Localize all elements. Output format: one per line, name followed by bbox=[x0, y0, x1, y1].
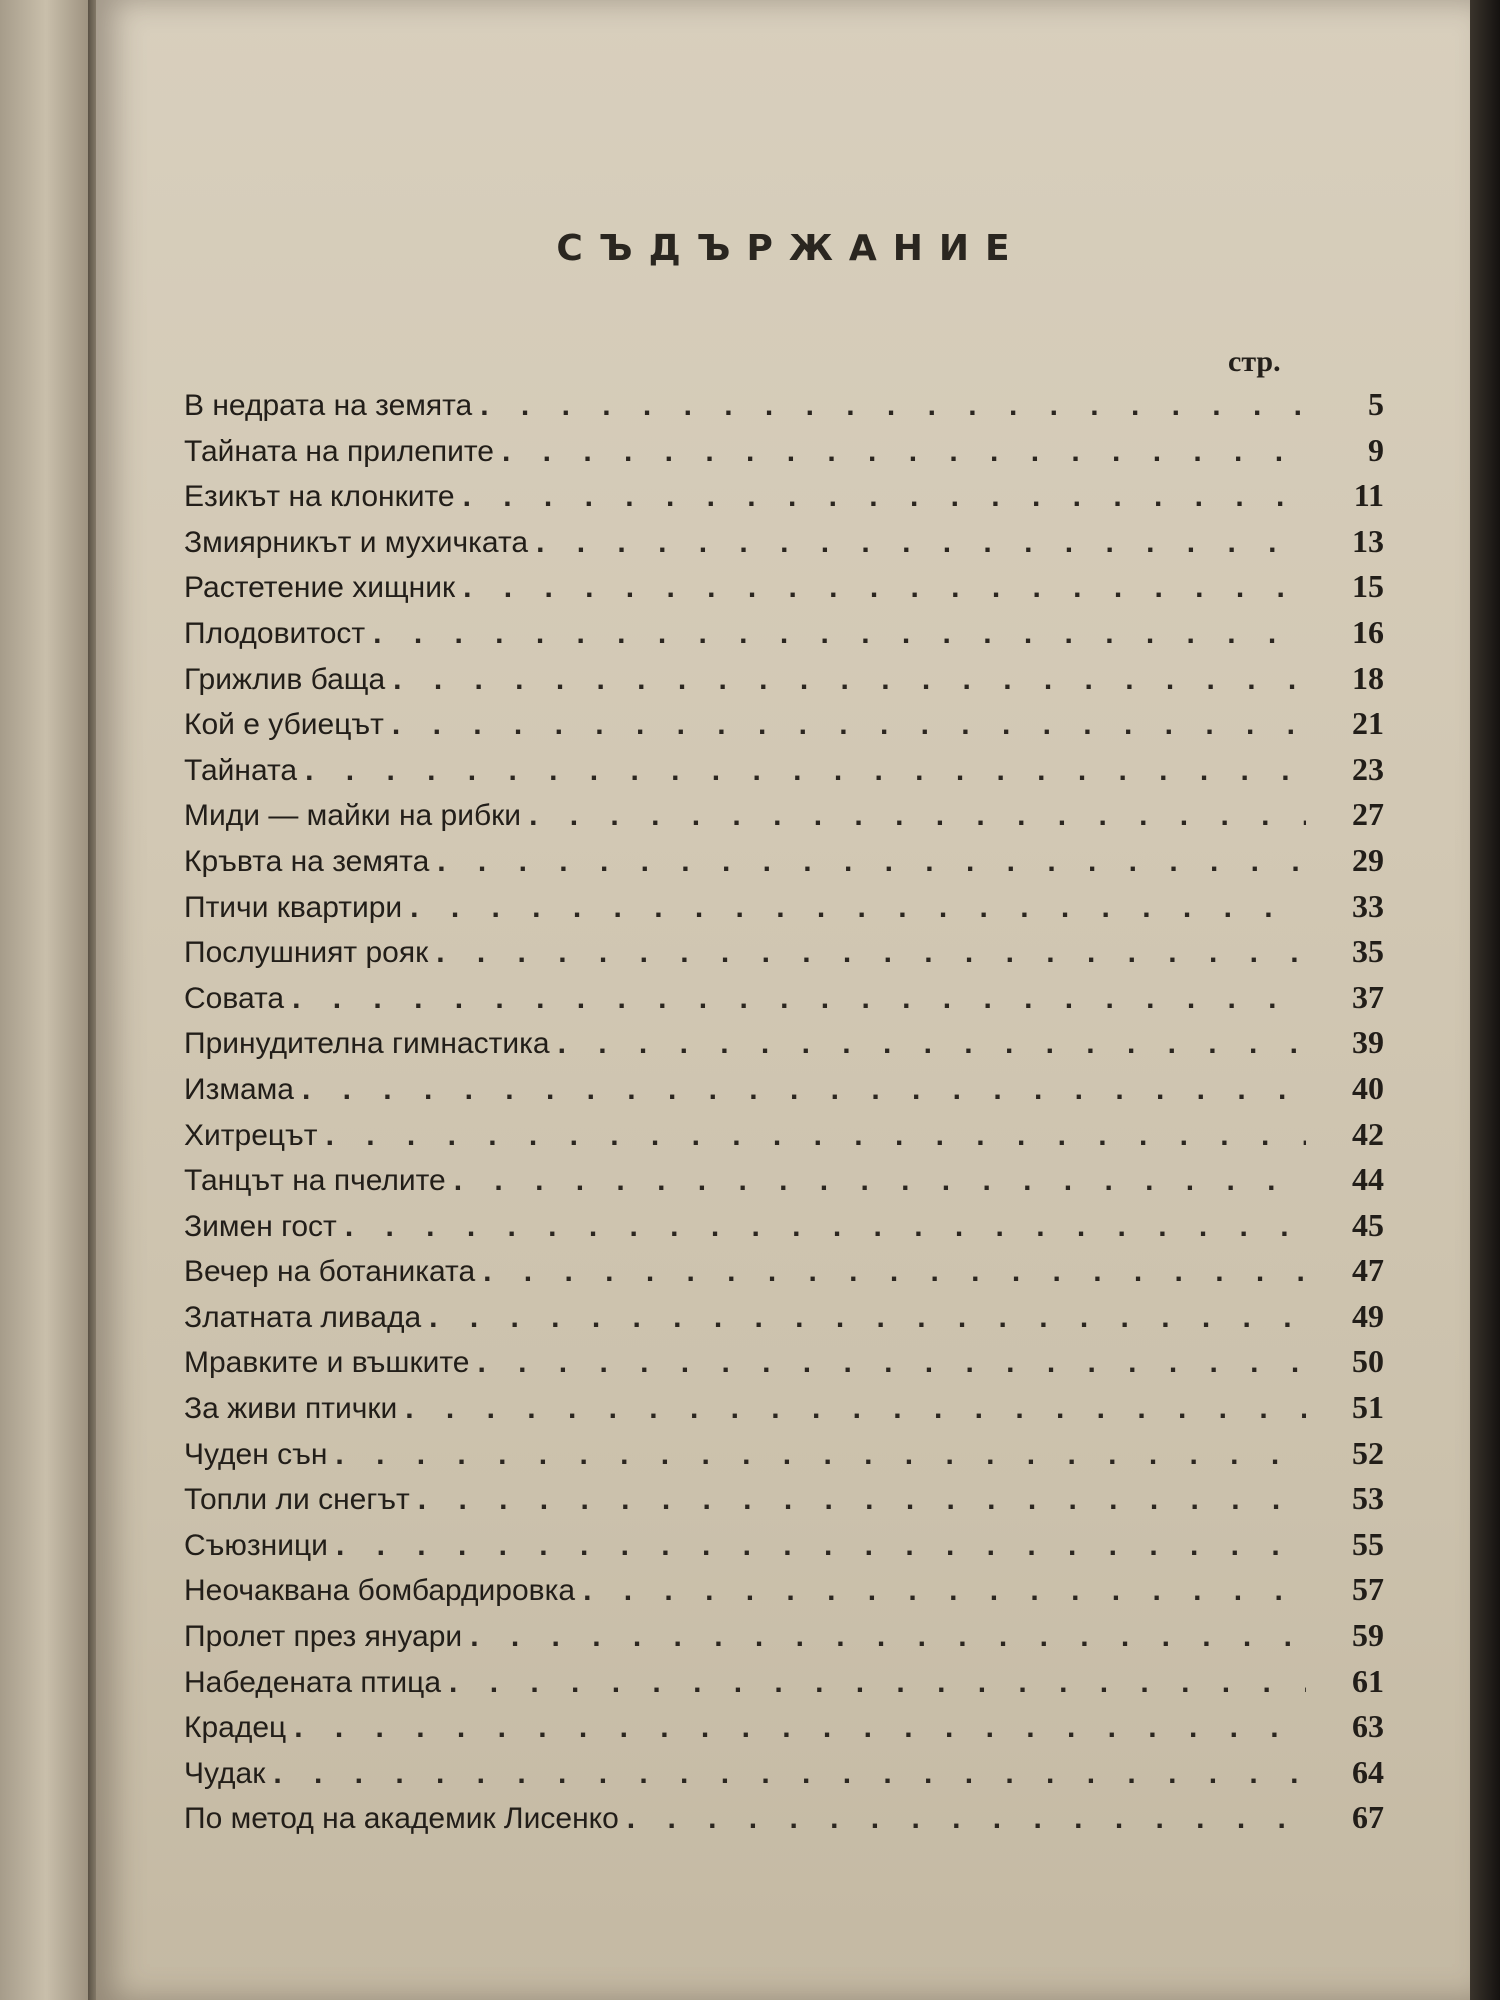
dot-leader bbox=[627, 1802, 1306, 1836]
previous-page-edge bbox=[0, 0, 92, 2000]
dot-leader bbox=[418, 1483, 1306, 1517]
toc-entry-page-number: 51 bbox=[1352, 1389, 1384, 1426]
toc-entry-page-number: 15 bbox=[1352, 568, 1384, 605]
toc-entry bbox=[184, 751, 1384, 797]
dot-leader bbox=[292, 982, 1306, 1016]
toc-entry-page-number: 50 bbox=[1352, 1343, 1384, 1380]
toc-entry bbox=[184, 1799, 1384, 1845]
toc-entry bbox=[184, 386, 1384, 432]
toc-entry-title: Кой е убиецът bbox=[184, 708, 384, 742]
toc-entry-title: Крадец bbox=[184, 1711, 287, 1745]
toc-entry-title: Принудителна гимнастика bbox=[184, 1027, 550, 1061]
toc-entry-title: Птичи квартири bbox=[184, 890, 403, 924]
dot-leader bbox=[558, 1027, 1306, 1061]
toc-entry bbox=[184, 1754, 1384, 1800]
toc-entry-title: Измама bbox=[184, 1072, 294, 1106]
toc-entry bbox=[184, 1571, 1384, 1617]
dot-leader bbox=[410, 891, 1306, 925]
dot-leader bbox=[463, 571, 1306, 605]
toc-entry-title: Послушният рояк bbox=[184, 936, 429, 970]
toc-entry bbox=[184, 523, 1384, 569]
toc-entry bbox=[184, 614, 1384, 660]
dot-leader bbox=[470, 1620, 1306, 1654]
toc-entry-page-number: 59 bbox=[1352, 1617, 1384, 1654]
toc-entry-title: В недрата на земята bbox=[184, 389, 473, 422]
toc-entry-title: Топли ли снегът bbox=[184, 1483, 410, 1517]
toc-entry bbox=[184, 1207, 1384, 1253]
dot-leader bbox=[429, 1301, 1306, 1335]
dot-leader bbox=[449, 1666, 1306, 1700]
toc-entry-page-number: 49 bbox=[1352, 1297, 1384, 1334]
toc-entry-page-number: 40 bbox=[1352, 1069, 1384, 1106]
toc-entry-page-number: 63 bbox=[1352, 1708, 1384, 1745]
toc-entry-page-number: 57 bbox=[1352, 1571, 1384, 1608]
dot-leader bbox=[335, 1438, 1306, 1472]
toc-entry-page-number: 42 bbox=[1352, 1115, 1384, 1152]
toc-entry-page-number: 13 bbox=[1352, 522, 1384, 559]
page-title: СЪДЪРЖАНИЕ bbox=[556, 228, 1026, 269]
toc-entry bbox=[184, 1708, 1384, 1754]
dot-leader bbox=[326, 1119, 1306, 1153]
toc-entry-page-number: 52 bbox=[1352, 1434, 1384, 1471]
toc-entry-page-number: 29 bbox=[1352, 841, 1384, 878]
dot-leader bbox=[294, 1711, 1306, 1745]
toc-entry-page-number: 47 bbox=[1352, 1252, 1384, 1289]
toc-entry bbox=[184, 842, 1384, 888]
dot-leader bbox=[305, 754, 1306, 788]
toc-entry bbox=[184, 1298, 1384, 1344]
toc-entry bbox=[184, 1070, 1384, 1116]
toc-entry-page-number: 35 bbox=[1352, 933, 1384, 970]
dot-leader bbox=[405, 1392, 1306, 1426]
toc-entry bbox=[184, 705, 1384, 751]
toc-entry-title: Грижлив баща bbox=[184, 662, 386, 696]
toc-entry bbox=[184, 1252, 1384, 1298]
dot-leader bbox=[273, 1757, 1306, 1791]
toc-entry bbox=[184, 660, 1384, 706]
toc-entry-title: Растетение хищник bbox=[184, 571, 456, 605]
toc-entry-page-number: 37 bbox=[1352, 978, 1384, 1015]
toc-entry-title: Хитрецът bbox=[184, 1118, 318, 1152]
dot-leader bbox=[536, 526, 1306, 560]
toc-entry bbox=[184, 1663, 1384, 1709]
toc-entry-title: Набедената птица bbox=[184, 1665, 442, 1699]
toc-entry-title: За живи птички bbox=[184, 1392, 398, 1426]
dot-leader bbox=[336, 1529, 1306, 1563]
toc-entry bbox=[184, 477, 1384, 523]
toc-entry-title: Плодовитост bbox=[184, 616, 366, 650]
toc-entry-page-number: 21 bbox=[1352, 705, 1384, 742]
toc-entry-title: Пролет през януари bbox=[184, 1620, 463, 1654]
dot-leader bbox=[454, 1164, 1306, 1198]
dot-leader bbox=[436, 936, 1306, 970]
dot-leader bbox=[345, 1210, 1306, 1244]
toc-entry bbox=[184, 432, 1384, 478]
dot-leader bbox=[480, 389, 1306, 423]
dot-leader bbox=[483, 1255, 1306, 1289]
toc-entry-title: По метод на академик Лисенко bbox=[184, 1802, 619, 1836]
toc-entry-page-number: 67 bbox=[1352, 1799, 1384, 1836]
page-column-label: стр. bbox=[1228, 345, 1281, 378]
toc-entry-page-number: 45 bbox=[1352, 1206, 1384, 1243]
toc-entry-title: Совата bbox=[184, 981, 285, 1015]
toc-entry-page-number: 23 bbox=[1352, 750, 1384, 787]
book-page bbox=[96, 0, 1470, 2000]
table-of-contents bbox=[184, 386, 1384, 1845]
toc-entry-page-number: 5 bbox=[1368, 386, 1384, 422]
toc-entry bbox=[184, 888, 1384, 934]
toc-entry-page-number: 53 bbox=[1352, 1480, 1384, 1517]
toc-entry bbox=[184, 933, 1384, 979]
toc-entry-title: Езикът на клонките bbox=[184, 480, 455, 514]
dot-leader bbox=[392, 708, 1306, 742]
toc-entry bbox=[184, 1526, 1384, 1572]
toc-entry-page-number: 64 bbox=[1352, 1753, 1384, 1790]
toc-entry-page-number: 18 bbox=[1352, 659, 1384, 696]
toc-entry-title: Съюзници bbox=[184, 1528, 328, 1562]
toc-entry-title: Чуден сън bbox=[184, 1437, 328, 1471]
dot-leader bbox=[477, 1346, 1306, 1380]
toc-entry bbox=[184, 1116, 1384, 1162]
dot-leader bbox=[373, 617, 1306, 651]
dot-leader bbox=[302, 1073, 1306, 1107]
toc-entry-title: Тайната bbox=[184, 753, 298, 787]
toc-entry-title: Чудак bbox=[184, 1756, 266, 1790]
toc-entry-page-number: 9 bbox=[1368, 431, 1384, 468]
dot-leader bbox=[583, 1574, 1306, 1608]
toc-entry-title: Тайната на прилепите bbox=[184, 434, 494, 468]
toc-entry bbox=[184, 1480, 1384, 1526]
toc-entry-title: Зимен гост bbox=[184, 1209, 337, 1243]
dot-leader bbox=[393, 663, 1306, 697]
toc-entry-title: Танцът на пчелите bbox=[184, 1164, 446, 1198]
toc-entry-page-number: 33 bbox=[1352, 887, 1384, 924]
toc-entry-title: Кръвта на земята bbox=[184, 844, 430, 878]
toc-entry-page-number: 11 bbox=[1353, 477, 1384, 514]
toc-entry-title: Змиярникът и мухичката bbox=[184, 525, 529, 559]
toc-entry bbox=[184, 1024, 1384, 1070]
toc-entry bbox=[184, 1435, 1384, 1481]
toc-entry bbox=[184, 1161, 1384, 1207]
toc-entry bbox=[184, 1617, 1384, 1663]
toc-entry bbox=[184, 796, 1384, 842]
dot-leader bbox=[502, 435, 1306, 469]
table-surface bbox=[1470, 0, 1500, 2000]
toc-entry-title: Неочаквана бомбардировка bbox=[184, 1574, 576, 1608]
toc-entry-page-number: 27 bbox=[1352, 796, 1384, 833]
toc-entry bbox=[184, 1389, 1384, 1435]
dot-leader bbox=[437, 845, 1306, 879]
toc-entry bbox=[184, 979, 1384, 1025]
toc-entry-page-number: 55 bbox=[1352, 1525, 1384, 1562]
toc-entry-page-number: 39 bbox=[1352, 1024, 1384, 1061]
toc-entry-title: Златната ливада bbox=[184, 1300, 422, 1334]
dot-leader bbox=[463, 480, 1306, 514]
toc-entry bbox=[184, 1343, 1384, 1389]
toc-entry bbox=[184, 568, 1384, 614]
toc-entry-title: Вечер на ботаниката bbox=[184, 1255, 476, 1289]
toc-entry-page-number: 61 bbox=[1352, 1662, 1384, 1699]
toc-entry-title: Мравките и въшките bbox=[184, 1346, 470, 1380]
toc-entry-page-number: 44 bbox=[1352, 1161, 1384, 1198]
toc-entry-page-number: 16 bbox=[1352, 613, 1384, 650]
dot-leader bbox=[529, 799, 1306, 833]
toc-entry-title: Миди — майки на рибки bbox=[184, 799, 522, 833]
